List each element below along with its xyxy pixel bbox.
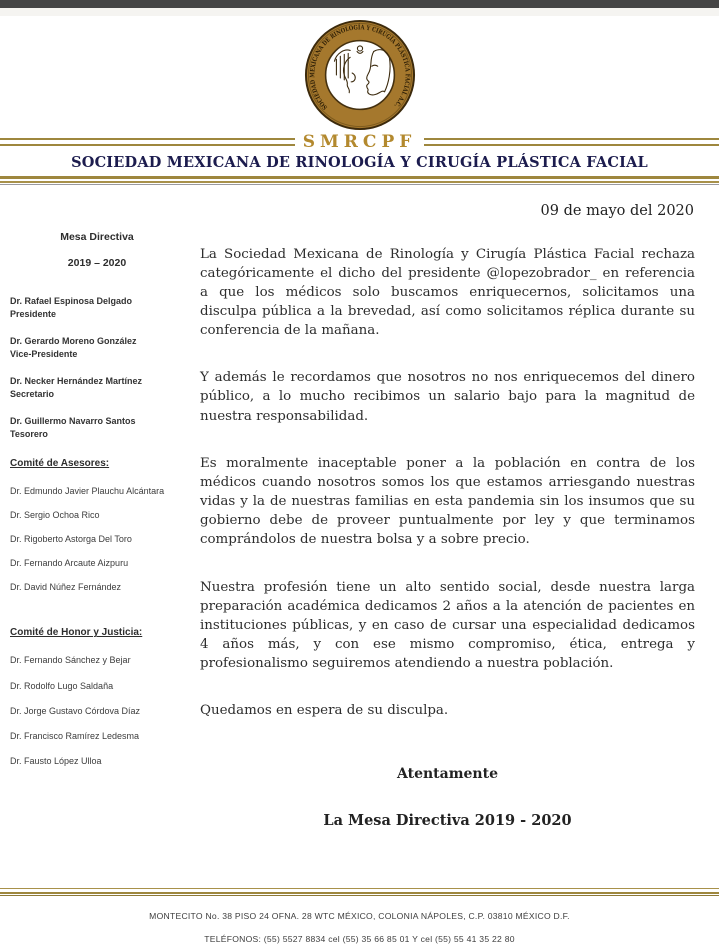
honor-member-name: Dr. Fausto López Ulloa (10, 755, 102, 766)
officer-role: Secretario (10, 389, 55, 399)
top-tint-strip (0, 8, 719, 16)
officer-name: Dr. Guillermo Navarro Santos (10, 415, 136, 426)
society-full-name: SOCIEDAD MEXICANA DE RINOLOGÍA Y CIRUGÍA PLÁSTICA FACIAL (71, 154, 648, 171)
paragraph: Y además le recordamos que nosotros no nos enriquecemos del dinero público, a lo mucho recibimos un salario bajo para la magnitud de nuestra responsabilidad. (200, 370, 695, 424)
officer-name: Dr. Necker Hernández Martínez (10, 375, 143, 386)
letter-footer (0, 888, 719, 950)
abbr-banner (0, 132, 719, 152)
letter-body (188, 223, 719, 889)
advisor-name: Dr. Edmundo Javier Plauchu Alcántara (10, 485, 165, 496)
footer-rule-thin2 (0, 895, 719, 896)
paragraph: La Sociedad Mexicana de Rinología y Cirugía Plástica Facial rechaza categóricamente el dicho del presidente @lopezobrador_ en referencia a que los médicos solo buscamos enriquecernos, solicitamos una disculpa pública a la brevedad, así como solicitamos réplica durante su conferencia de la mañana. (200, 246, 695, 339)
officer-role: Tesorero (10, 429, 48, 439)
officer-role: Presidente (10, 309, 57, 319)
paragraph: Nuestra profesión tiene un alto sentido social, desde nuestra larga preparación académica dedicamos 2 años a la atención de pacientes en instituciones públicas, y en caso de cursar una especialidad dedicamos 4 años más, y con ese mismo compromiso, ética, entrega y profesionalismo seguiremos atendiendo a nuestra población. (200, 579, 695, 672)
signature-line: La Mesa Directiva 2019 - 2020 (323, 812, 572, 830)
top-dark-bar (0, 0, 719, 8)
officer-item (10, 295, 184, 322)
letter-date: 09 de mayo del 2020 (540, 202, 694, 219)
letter-content (0, 223, 719, 889)
board-term: 2019 – 2020 (67, 256, 127, 269)
officer-item (10, 375, 184, 402)
board-title: Mesa Directiva (60, 230, 134, 243)
honor-committee-list (10, 654, 184, 767)
advisor-name: Dr. Fernando Arcaute Aizpuru (10, 557, 129, 568)
closing-salutation: Atentamente (397, 766, 498, 783)
society-abbreviation: SMRCPF (302, 132, 417, 152)
officers-list (10, 295, 184, 442)
advisors-list (10, 485, 184, 594)
paragraph: Es moralmente inaceptable poner a la población en contra de los médicos cuando nosotros somos los que estamos arriesgando nuestras vidas y la de nuestras familias en esta pandemia sin los insumos que su gobierno debe de proveer puntualmente por ley y que terminamos comprándolos de nuestra bolsa y a sobre precio. (200, 455, 695, 548)
officer-item (10, 335, 184, 362)
footer-phones: TELÉFONOS: (55) 5527 8834 cel (55) 35 66 85 01 Y cel (55) 55 41 35 22 80 (204, 934, 515, 944)
officer-role: Vice-Presidente (10, 349, 78, 359)
header-bottom-rules (0, 176, 719, 185)
gold-double-rule-right (424, 138, 719, 146)
officer-name: Dr. Rafael Espinosa Delgado (10, 295, 133, 306)
board-sidebar (0, 223, 188, 889)
advisors-title: Comité de Asesores: (10, 457, 110, 469)
officer-item (10, 415, 184, 442)
advisor-name: Dr. Rigoberto Astorga Del Toro (10, 533, 132, 544)
honor-member-name: Dr. Rodolfo Lugo Saldaña (10, 680, 114, 691)
letterhead (0, 16, 719, 185)
advisor-name: Dr. Sergio Ochoa Rico (10, 509, 100, 520)
honor-committee-title: Comité de Honor y Justicia: (10, 627, 143, 639)
honor-member-name: Dr. Jorge Gustavo Córdova Díaz (10, 705, 141, 716)
honor-member-name: Dr. Francisco Ramírez Ledesma (10, 730, 140, 741)
footer-address: MONTECITO No. 38 PISO 24 OFNA. 28 WTC MÉXICO, COLONIA NÁPOLES, C.P. 03810 MÉXICO D.F. (149, 911, 570, 921)
paragraph: Quedamos en espera de su disculpa. (200, 703, 449, 719)
honor-member-name: Dr. Fernando Sánchez y Bejar (10, 655, 131, 666)
officer-name: Dr. Gerardo Moreno González (10, 335, 137, 346)
seal-wrap (0, 18, 719, 132)
gold-double-rule-left (0, 138, 295, 146)
advisor-name: Dr. David Núñez Fernández (10, 581, 122, 592)
society-seal-icon (301, 18, 419, 132)
svg-text:SOCIEDAD MEXICANA DE RINOLOGÍA: SOCIEDAD MEXICANA DE RINOLOGÍA Y CIRUGÍA PLÁSTICA FACIAL A.C. (308, 24, 411, 111)
